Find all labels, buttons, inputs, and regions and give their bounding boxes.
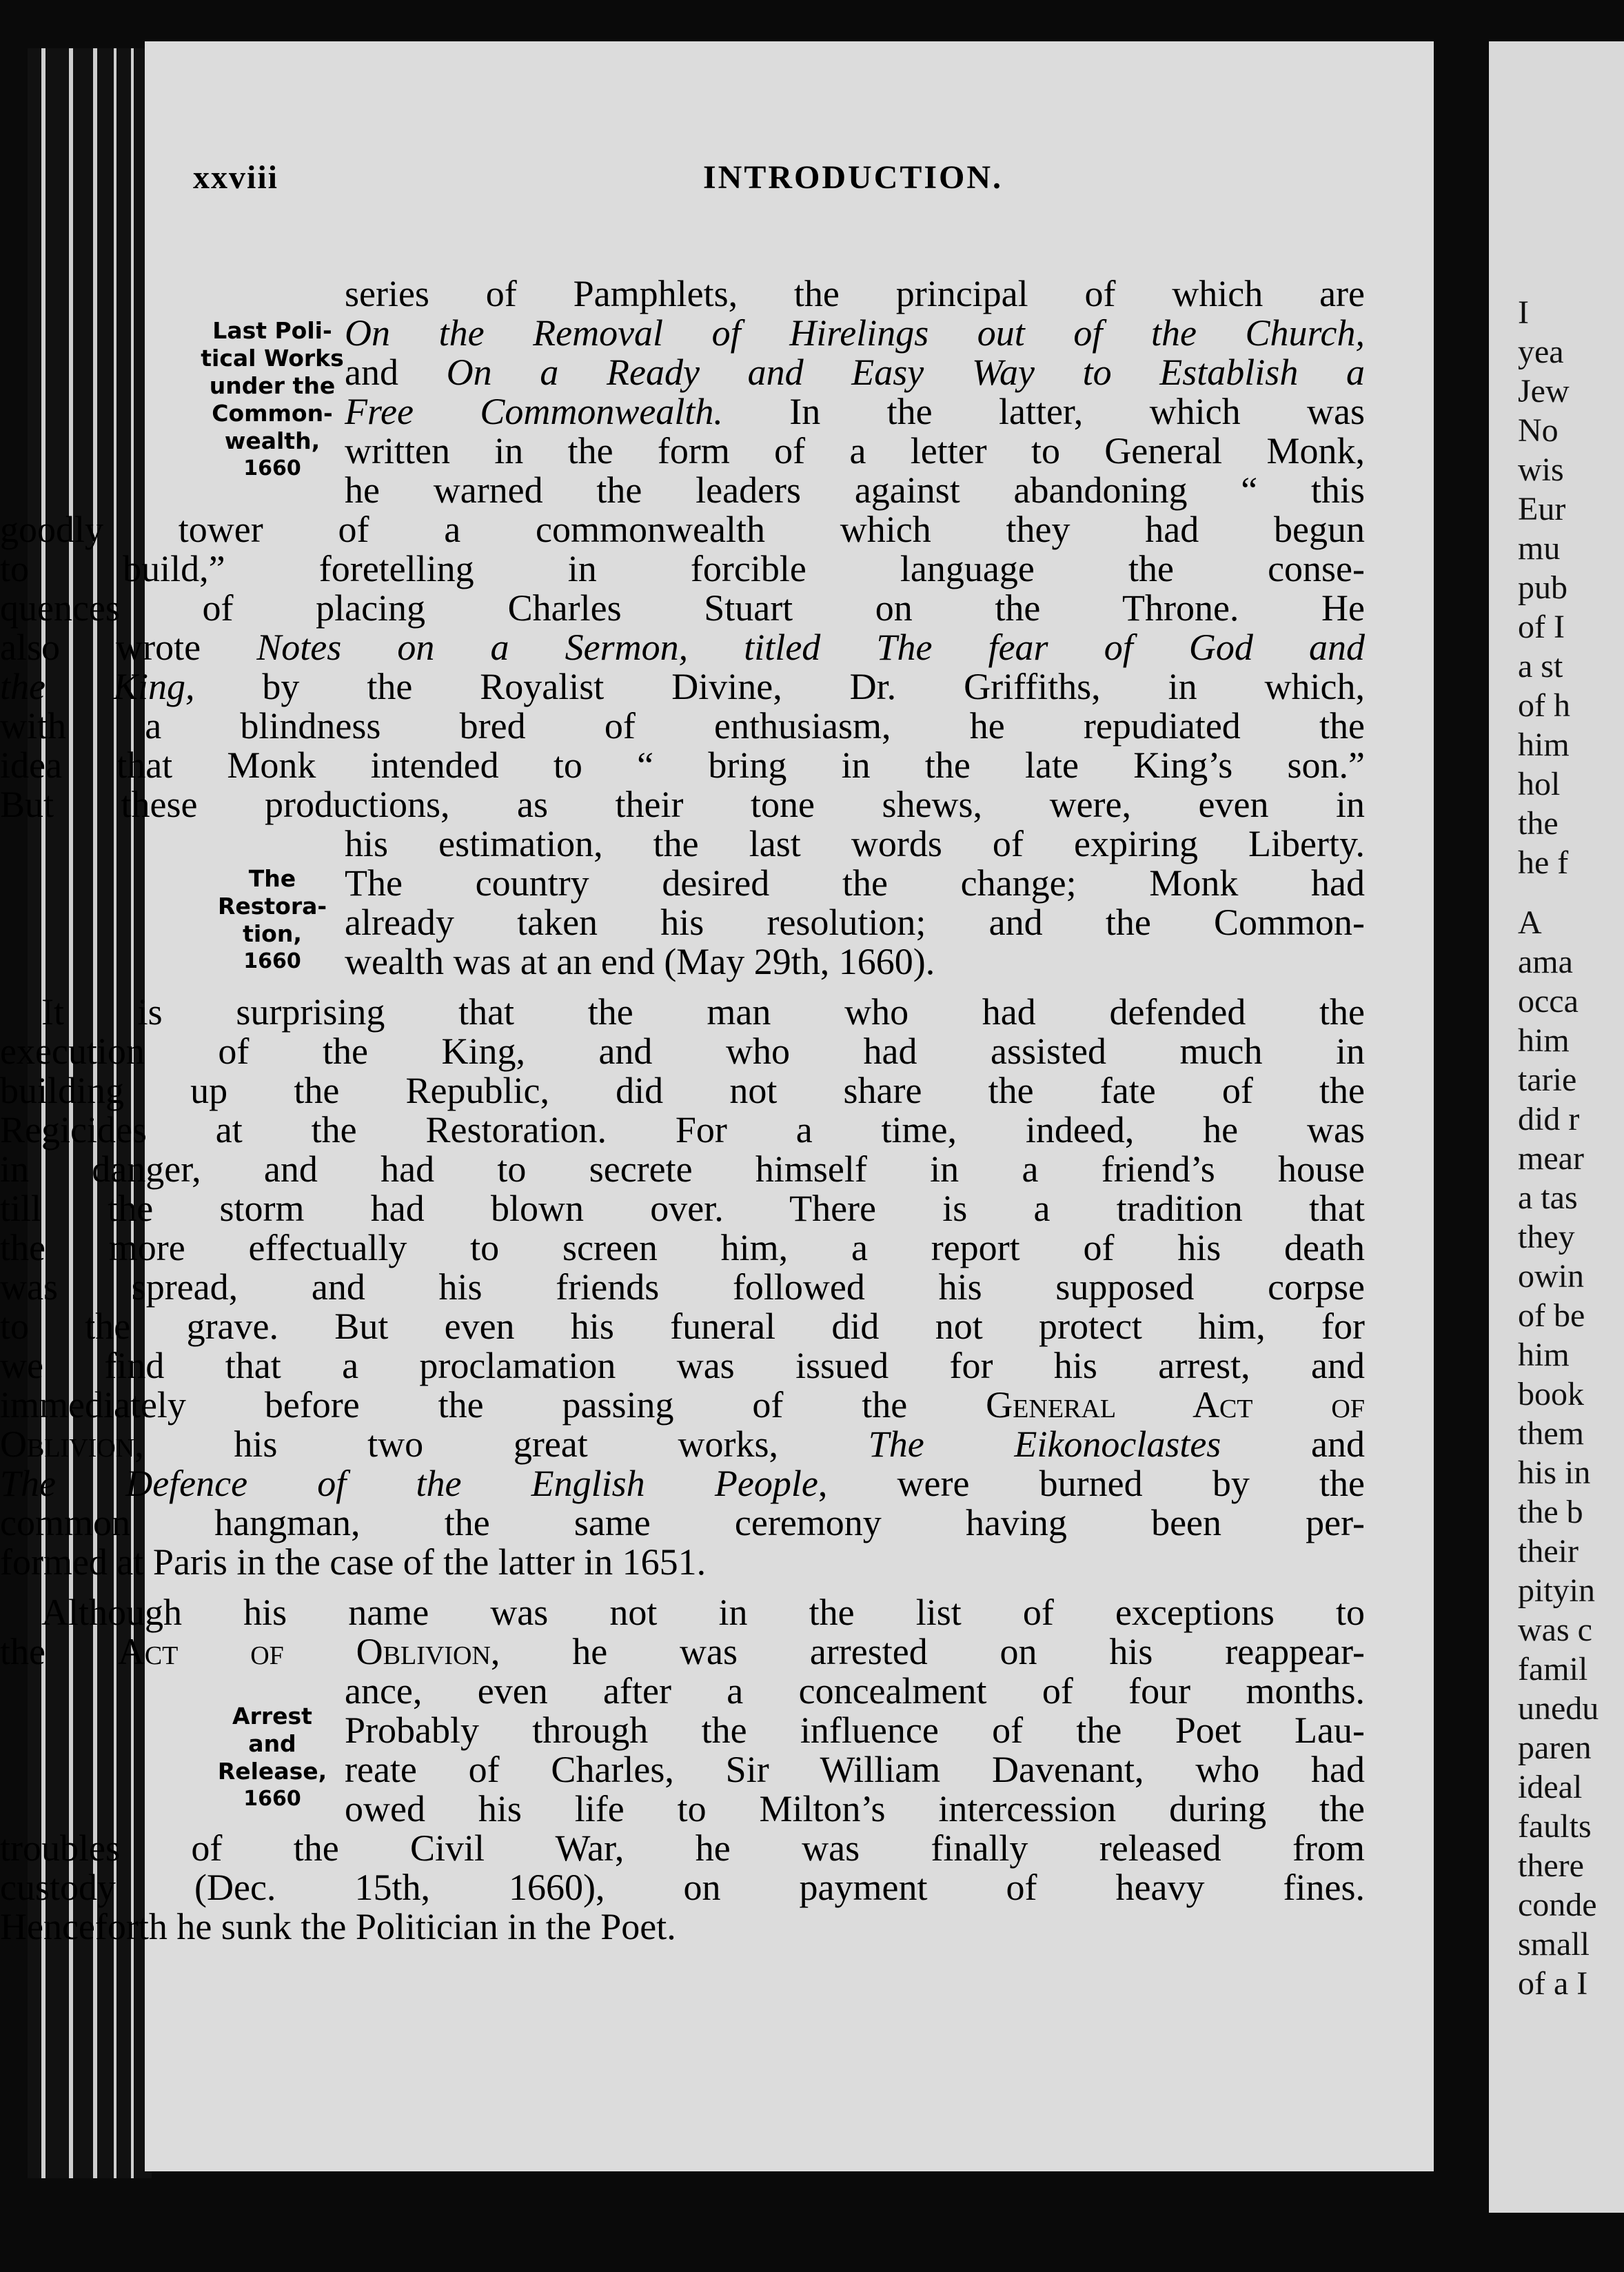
text-line: execution of the King, and who had assisted much in bbox=[0, 1031, 1365, 1072]
neighbor-text-fragment: the b bbox=[1518, 1494, 1583, 1530]
text-line: the Act of Oblivion, he was arrested on his reappear- bbox=[0, 1631, 1365, 1672]
text-line: troubles of the Civil War, he was finally released from bbox=[0, 1827, 1365, 1869]
text-line: Although his name was not in the list of exceptions to bbox=[41, 1592, 1365, 1633]
text-line: his estimation, the last words of expiring Liberty. bbox=[345, 823, 1365, 864]
text-line: Regicides at the Restoration. For a time, indeed, he was bbox=[0, 1109, 1365, 1150]
text-line: formed at Paris in the case of the latter in 1651. bbox=[0, 1541, 707, 1583]
text-line: in danger, and had to secrete himself in a friend’s house bbox=[0, 1148, 1365, 1190]
text-line: reate of Charles, Sir William Davenant, who had bbox=[345, 1749, 1365, 1790]
text-line: quences of placing Charles Stuart on the Throne. He bbox=[0, 587, 1365, 629]
text-line: It is surprising that the man who had defended the bbox=[41, 991, 1365, 1033]
neighbor-text-fragment: the bbox=[1518, 805, 1559, 842]
neighbor-text-fragment: of I bbox=[1518, 609, 1565, 645]
neighbor-text-fragment: book bbox=[1518, 1376, 1584, 1412]
sidenote-restoration: The Restora- tion, 1660 bbox=[217, 865, 327, 973]
neighbor-text-fragment: him bbox=[1518, 1337, 1570, 1373]
neighbor-text-fragment: No bbox=[1518, 412, 1559, 449]
text-line: series of Pamphlets, the principal of which are bbox=[345, 273, 1365, 314]
text-line: immediately before the passing of the General Act of bbox=[0, 1384, 1365, 1426]
neighbor-text-fragment: mu bbox=[1518, 530, 1561, 567]
page-header bbox=[193, 159, 1365, 207]
neighbor-text-fragment: him bbox=[1518, 1022, 1570, 1059]
neighbor-text-fragment: ama bbox=[1518, 944, 1573, 980]
text-line: Henceforth he sunk the Politician in the Poet. bbox=[0, 1906, 676, 1947]
running-head: INTRODUCTION. bbox=[703, 159, 1004, 196]
neighbor-text-fragment: hol bbox=[1518, 766, 1561, 802]
text-line: Free Commonwealth. In the latter, which was bbox=[345, 391, 1366, 432]
text-line: goodly tower of a commonwealth which they had begun bbox=[0, 509, 1365, 550]
neighbor-text-fragment: of h bbox=[1518, 687, 1570, 724]
neighbor-text-fragment: A bbox=[1518, 904, 1542, 941]
neighbor-text-fragment: owin bbox=[1518, 1258, 1584, 1295]
neighbor-text-fragment: him bbox=[1518, 727, 1570, 763]
text-line: the King, by the Royalist Divine, Dr. Griffiths, in which, bbox=[0, 666, 1365, 707]
neighbor-text-fragment: faults bbox=[1518, 1808, 1592, 1845]
neighbor-text-fragment: paren bbox=[1518, 1730, 1592, 1766]
text-line: with a blindness bred of enthusiasm, he repudiated the bbox=[0, 705, 1365, 747]
neighbor-text-fragment: a tas bbox=[1518, 1179, 1578, 1216]
neighbor-text-fragment: Eur bbox=[1518, 491, 1566, 527]
text-line: the more effectually to screen him, a report of his death bbox=[0, 1227, 1365, 1268]
neighbor-text-fragment: I bbox=[1518, 294, 1529, 331]
text-line: we find that a proclamation was issued for his arrest, and bbox=[0, 1345, 1365, 1386]
neighbor-text-fragment: tarie bbox=[1518, 1062, 1577, 1098]
neighbor-text-fragment: there bbox=[1518, 1847, 1584, 1884]
text-line: he warned the leaders against abandoning “ this bbox=[345, 469, 1365, 511]
neighbor-text-fragment: wis bbox=[1518, 452, 1564, 488]
text-line: wealth was at an end (May 29th, 1660). bbox=[345, 941, 935, 982]
neighbor-text-fragment: of be bbox=[1518, 1297, 1585, 1334]
text-line: and On a Ready and Easy Way to Establish a bbox=[345, 352, 1366, 393]
neighbor-text-fragment: them bbox=[1518, 1415, 1584, 1452]
text-line: also wrote Notes on a Sermon, titled The fear of God and bbox=[0, 627, 1365, 668]
book-page-right-partial bbox=[1489, 41, 1624, 2213]
text-line: The Defence of the English People, were burned by the bbox=[0, 1463, 1365, 1504]
text-line: was spread, and his friends followed his supposed corpse bbox=[0, 1266, 1365, 1308]
neighbor-text-fragment: of a I bbox=[1518, 1965, 1588, 2002]
neighbor-text-fragment: he f bbox=[1518, 844, 1569, 881]
text-line: But these productions, as their tone shews, were, even in bbox=[0, 784, 1365, 825]
text-line: Probably through the influence of the Poet Lau- bbox=[345, 1710, 1365, 1751]
text-line: already taken his resolution; and the Common- bbox=[345, 902, 1365, 943]
text-line: The country desired the change; Monk had bbox=[345, 862, 1365, 904]
neighbor-text-fragment: Jew bbox=[1518, 373, 1570, 409]
text-line: to the grave. But even his funeral did not protect him, for bbox=[0, 1306, 1365, 1347]
text-line: written in the form of a letter to General Monk, bbox=[345, 430, 1365, 471]
neighbor-text-fragment: conde bbox=[1518, 1887, 1597, 1923]
neighbor-text-fragment: mear bbox=[1518, 1140, 1584, 1177]
neighbor-text-fragment: his in bbox=[1518, 1454, 1591, 1491]
text-line: building up the Republic, did not share the fate of the bbox=[0, 1070, 1365, 1111]
neighbor-text-fragment: pityin bbox=[1518, 1572, 1596, 1609]
sidenote-last-political-works: Last Poli- tical Works under the Common- wealth, 1660 bbox=[201, 317, 344, 480]
page-number: xxviii bbox=[193, 159, 279, 196]
neighbor-text-fragment: famil bbox=[1518, 1651, 1588, 1687]
text-line: custody (Dec. 15th, 1660), on payment of heavy fines. bbox=[0, 1867, 1365, 1908]
text-line: till the storm had blown over. There is a tradition that bbox=[0, 1188, 1365, 1229]
neighbor-text-fragment: occa bbox=[1518, 983, 1579, 1020]
text-line: On the Removal of Hirelings out of the Church, bbox=[345, 312, 1365, 354]
neighbor-text-fragment: their bbox=[1518, 1533, 1579, 1570]
text-line: owed his life to Milton’s intercession during the bbox=[345, 1788, 1365, 1829]
text-line: ance, even after a concealment of four months. bbox=[345, 1670, 1365, 1712]
text-line: idea that Monk intended to “ bring in the late King’s son.” bbox=[0, 744, 1365, 786]
neighbor-text-fragment: ideal bbox=[1518, 1769, 1583, 1805]
neighbor-text-fragment: was c bbox=[1518, 1612, 1592, 1648]
text-line: Oblivion, his two great works, The Eikonoclastes and bbox=[0, 1423, 1366, 1465]
neighbor-text-fragment: a st bbox=[1518, 648, 1563, 684]
sidenote-arrest-and-release: Arrest and Release, 1660 bbox=[217, 1703, 327, 1811]
neighbor-text-fragment: unedu bbox=[1518, 1690, 1599, 1727]
neighbor-text-fragment: did r bbox=[1518, 1101, 1580, 1137]
neighbor-text-fragment: yea bbox=[1518, 334, 1564, 370]
text-line: common hangman, the same ceremony having been per- bbox=[0, 1502, 1365, 1543]
neighbor-text-fragment: they bbox=[1518, 1219, 1575, 1255]
neighbor-text-fragment: small bbox=[1518, 1926, 1590, 1962]
text-line: to build,” foretelling in forcible language the conse- bbox=[0, 548, 1365, 589]
neighbor-text-fragment: pub bbox=[1518, 569, 1567, 606]
